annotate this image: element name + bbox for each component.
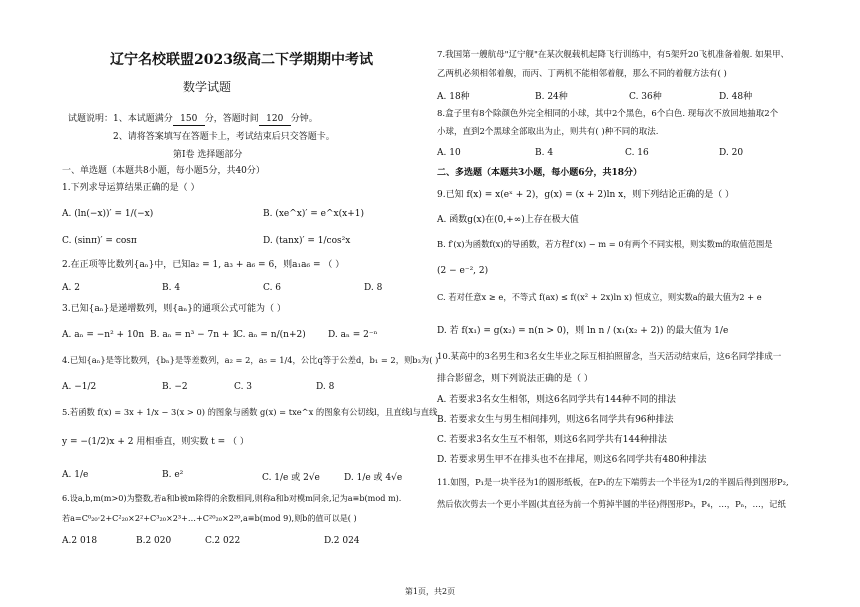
q7-option-d: D. 48种 <box>719 92 753 102</box>
q8-stem: 8.盒子里有8个除颜色外完全相同的小球，其中2个黑色，6个白色. 现每次不放回地抽取2个 <box>437 109 779 119</box>
q5-option-b: B. e² <box>162 470 184 480</box>
q2-option-b: B. 4 <box>162 283 181 293</box>
q8-option-b: B. 4 <box>535 148 554 158</box>
q1-option-c: C. (sinπ)′ = cosπ <box>62 236 137 246</box>
q2-stem: 2.在正项等比数列{aₙ}中，已知a₂ = 1, a₃ + a₆ = 6，则a₁a₆ = （ ） <box>62 260 345 270</box>
q10-option-a: A. 若要求3名女生相邻，则这6名同学共有144种不同的排法 <box>437 395 676 405</box>
q3-option-d: D. aₙ = 2⁻ⁿ <box>328 330 378 340</box>
q4-option-c: C. 3 <box>234 382 253 392</box>
q8-option-c: C. 16 <box>625 148 649 158</box>
q1-stem: 1.下列求导运算结果正确的是（ ） <box>62 183 200 193</box>
q5-stem-line2: y = −(1/2)x + 2 用相垂直，则实数 t = （ ） <box>62 437 249 447</box>
q5-stem: 5.若函数 f(x) = 3x + 1/x − 3(x > 0) 的图象与函数 g(x) = txe^x 的图象有公切线l，且直线l与直线 <box>62 407 438 417</box>
instructions-line1: 试题说明：1、本试题满分 150 分，答题时间 120 分钟。 <box>68 114 318 124</box>
q4-option-d: D. 8 <box>316 382 335 392</box>
q4-option-b: B. −2 <box>162 382 188 392</box>
q9-option-a: A. 函数g(x)在(0,+∞)上存在极大值 <box>437 215 579 225</box>
page-footer: 第1页，共2页 <box>404 587 456 596</box>
q6-option-a: A.2 018 <box>62 536 98 546</box>
q3-stem: 3.已知{aₙ}是递增数列，则{aₙ}的通项公式可能为（ ） <box>62 304 286 314</box>
q2-option-d: D. 8 <box>364 283 383 293</box>
q4-stem: 4.已知{aₙ}是等比数列，{bₙ}是等差数列，a₂ = 2，a₅ = 1/4，公比q等于公差d，b₁ = 2，则b₃为( ) <box>62 355 439 365</box>
q7-option-a: A. 18种 <box>437 92 470 102</box>
q2-option-c: C. 6 <box>263 283 282 293</box>
q10-stem: 10.某高中的3名男生和3名女生毕业之际互相拍照留念，当天活动结束后，这6名同学排成一 <box>437 352 782 362</box>
exam-subtitle: 数学试题 <box>183 80 232 94</box>
q2-option-a: A. 2 <box>62 283 80 293</box>
q6-option-b: B.2 020 <box>136 536 172 546</box>
q8-stem-line2: 小球，直到2个黑球全部取出为止，则共有( )种不同的取法. <box>437 127 659 137</box>
q11-stem-line2: 然后依次剪去一个更小半圆(其直径为前一个剪掉半圆的半径)得图形P₃，P₄，…，Pₙ，…，记纸 <box>437 499 786 509</box>
q5-option-c: C. 1/e 或 2√e <box>262 473 320 483</box>
q9-option-c: C. 若对任意x ≥ e，不等式 f(ax) ≤ f((x² + 2x)ln x) 恒成立，则实数a的最大值为2 + e <box>437 292 762 302</box>
q10-option-d: D. 若要求男生甲不在排头也不在排尾，则这6名同学共有480种排法 <box>437 455 707 465</box>
q3-option-a: A. aₙ = −n² + 10n <box>62 330 145 340</box>
section1-header: 一、单选题（本题共8小题，每小题5分，共40分） <box>62 166 265 176</box>
time-value: 120 <box>259 114 291 126</box>
q3-option-c: C. aₙ = n/(n+2) <box>236 330 306 340</box>
q9-option-b-range: (2 − e⁻², 2) <box>437 266 489 276</box>
q6-option-d: D.2 024 <box>324 536 360 546</box>
score-value: 150 <box>173 114 205 126</box>
section2-header: 二、多选题（本题共3小题，每小题6分，共18分） <box>437 168 643 178</box>
q9-stem: 9.已知 f(x) = x(eˣ + 2)，g(x) = (x + 2)ln x，则下列结论正确的是（ ） <box>437 190 735 200</box>
q1-option-b: B. (xe^x)′ = e^x(x+1) <box>263 209 364 219</box>
instructions-line2: 2、请将答案填写在答题卡上，考试结束后只交答题卡。 <box>113 132 335 142</box>
q5-option-d: D. 1/e 或 4√e <box>344 473 403 483</box>
q7-option-b: B. 24种 <box>535 92 568 102</box>
exam-title: 辽宁名校联盟2023级高二下学期期中考试 <box>110 52 373 68</box>
q9-option-d: D. 若 f(x₁) = g(x₂) = n(n > 0)，则 ln n / (x₁(x₂ + 2)) 的最大值为 1/e <box>437 326 729 336</box>
q10-stem-line2: 排合影留念，则下列说法正确的是（ ） <box>437 374 593 384</box>
q10-option-c: C. 若要求3名女生互不相邻，则这6名同学共有144种排法 <box>437 435 667 445</box>
q9-option-b: B. f′(x)为函数f(x)的导函数，若方程f′(x) − m = 0有两个不同实根，则实数m的取值范围是 <box>437 239 773 249</box>
volume-title: 第Ⅰ卷 选择题部分 <box>173 150 243 160</box>
q7-stem: 7.我国第一艘航母"辽宁舰"在某次舰载机起降飞行训练中，有5架歼20飞机准备着舰. 如果甲、 <box>437 50 790 60</box>
q6-stem: 6.设a,b,m(m>0)为整数,若a和b被m除得的余数相同,则称a和b对模m同余,记为a≡b(mod m). <box>62 493 402 503</box>
q11-stem: 11.如图，P₁是一块半径为1的圆形纸板，在P₁的左下端剪去一个半径为1/2的半圆后得到图形P₂, <box>437 477 789 487</box>
q6-option-c: C.2 022 <box>205 536 241 546</box>
q8-option-d: D. 20 <box>719 148 744 158</box>
q7-option-c: C. 36种 <box>629 92 662 102</box>
q8-option-a: A. 10 <box>437 148 461 158</box>
q5-option-a: A. 1/e <box>62 470 89 480</box>
q10-option-b: B. 若要求女生与男生相间排列，则这6名同学共有96种排法 <box>437 415 674 425</box>
q1-option-d: D. (tanx)′ = 1/cos²x <box>263 236 351 246</box>
q6-stem-line2: 若a=C⁰₂₀·2+C²₂₀×2²+C³₂₀×2³+…+C²⁰₂₀×2²⁰,a≡b(mod 9),则b的值可以是( ) <box>62 513 357 523</box>
q7-stem-line2: 乙两机必须相邻着舰，而丙、丁两机不能相邻着舰，那么不同的着舰方法有( ) <box>437 69 727 79</box>
q1-option-a: A. (ln(−x))′ = 1/(−x) <box>62 209 154 219</box>
q3-option-b: B. aₙ = n³ − 7n + 1 <box>150 330 239 340</box>
q4-option-a: A. −1/2 <box>62 382 97 392</box>
